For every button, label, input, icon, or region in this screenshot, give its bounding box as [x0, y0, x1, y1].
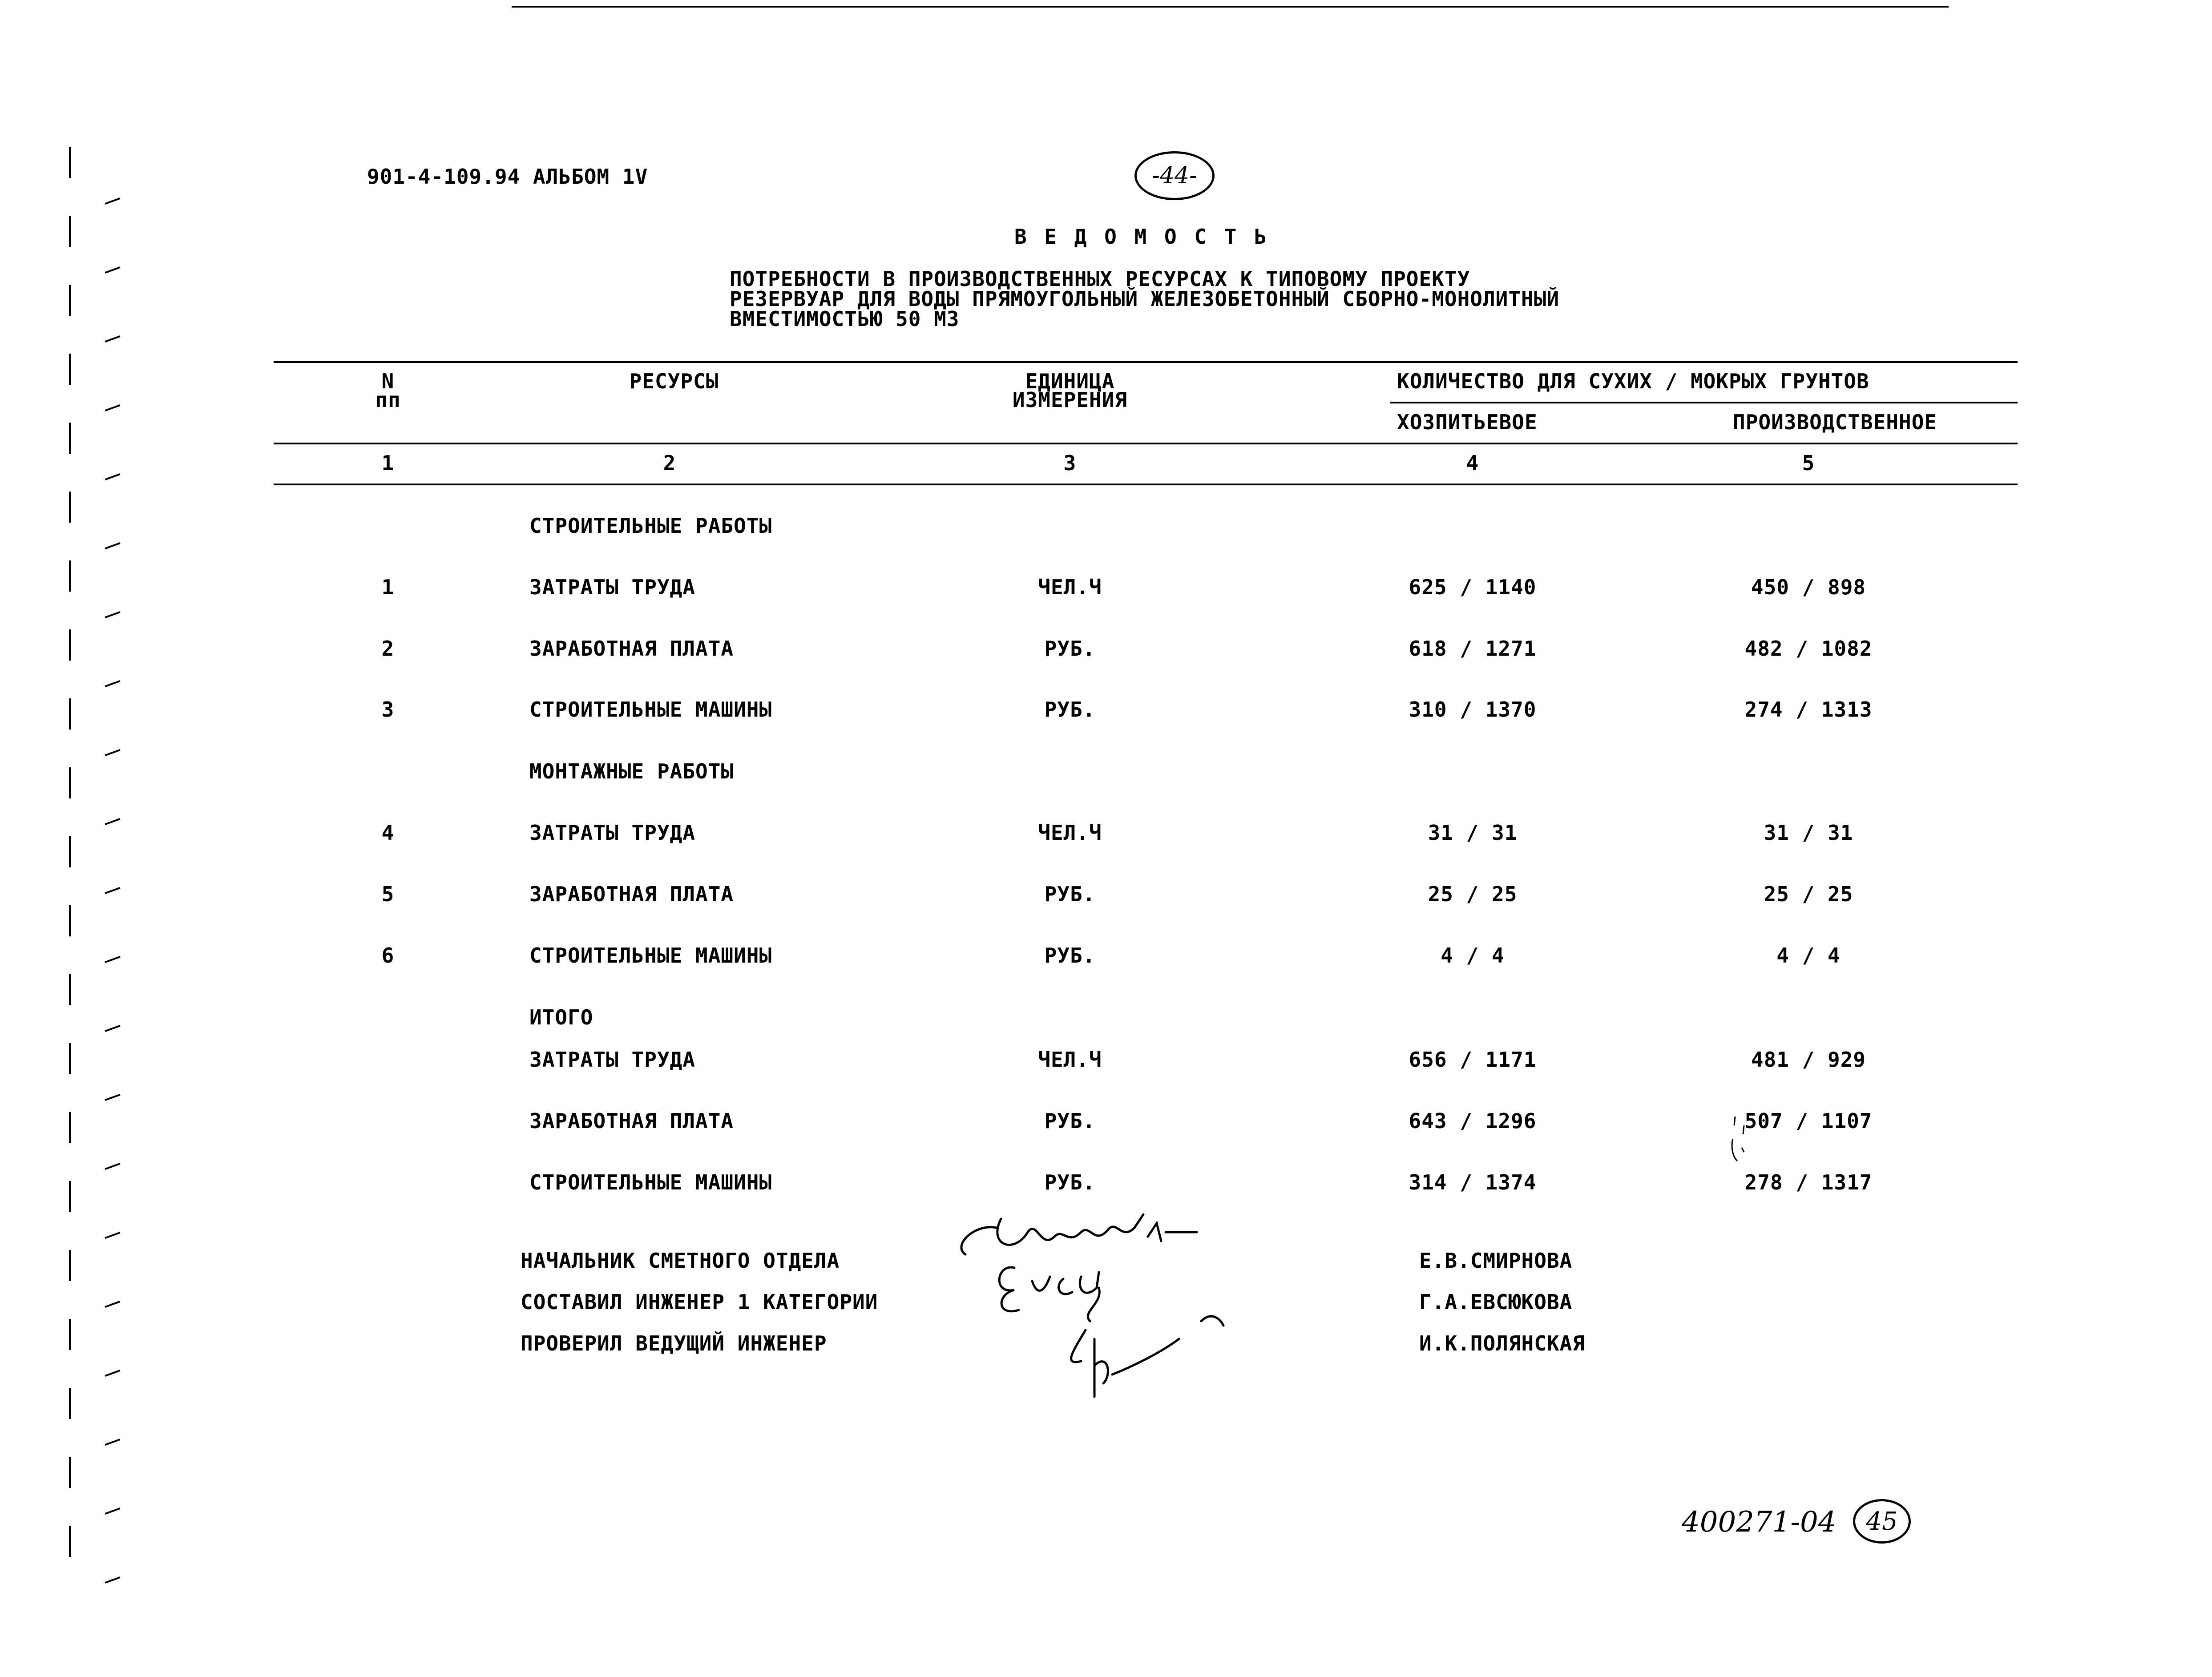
cell-resource: СТРОИТЕЛЬНЫЕ МАШИНЫ	[529, 697, 772, 722]
cell-household: 656 / 1171	[1409, 1048, 1537, 1072]
cell-resource: ЗАРАБОТНАЯ ПЛАТА	[529, 637, 734, 661]
margin-tick	[69, 1457, 71, 1488]
cell-production: 278 / 1317	[1744, 1170, 1873, 1194]
margin-tick	[69, 1526, 71, 1557]
cell-unit: РУБ.	[1044, 637, 1096, 661]
cell-household: 4 / 4	[1441, 943, 1505, 968]
header-resources: РЕСУРСЫ	[629, 369, 719, 393]
margin-arc	[105, 198, 120, 205]
cell-production: 274 / 1313	[1744, 697, 1873, 722]
cell-production: 481 / 929	[1751, 1048, 1866, 1072]
signature-1	[961, 1214, 1197, 1254]
header-num-pp: пп	[375, 388, 401, 412]
page-number-circled	[1134, 151, 1215, 200]
signature-3	[1071, 1316, 1223, 1397]
margin-arc	[105, 1232, 120, 1239]
margin-tick	[69, 905, 71, 936]
margin-arc	[105, 1094, 120, 1101]
cell-num: 1	[381, 575, 395, 599]
section-title: ИТОГО	[529, 1005, 593, 1029]
cell-household: 310 / 1370	[1409, 697, 1537, 722]
cell-household: 643 / 1296	[1409, 1109, 1537, 1133]
cell-unit: РУБ.	[1044, 882, 1096, 906]
margin-tick	[69, 423, 71, 454]
column-numbers-bottom-rule	[274, 484, 2018, 485]
cell-production: 31 / 31	[1764, 821, 1853, 845]
column-number-2: 2	[663, 451, 676, 475]
cell-household: 31 / 31	[1428, 821, 1518, 845]
cell-resource: ЗАРАБОТНАЯ ПЛАТА	[529, 1109, 734, 1133]
cell-unit: РУБ.	[1044, 943, 1096, 968]
signature-role: ПРОВЕРИЛ ВЕДУЩИЙ ИНЖЕНЕР	[521, 1331, 827, 1355]
column-numbers-top-rule	[274, 443, 2018, 444]
cell-num: 4	[381, 821, 395, 845]
margin-tick	[69, 974, 71, 1005]
column-number-4: 4	[1466, 451, 1479, 475]
cell-household: 25 / 25	[1428, 882, 1518, 906]
header-production: ПРОИЗВОДСТВЕННОЕ	[1733, 410, 1938, 434]
handwritten-signatures	[948, 1205, 1250, 1428]
margin-tick	[69, 285, 71, 316]
margin-tick	[69, 1319, 71, 1350]
margin-arc	[105, 1025, 120, 1032]
margin-arc	[105, 335, 120, 343]
header-quantity: КОЛИЧЕСТВО ДЛЯ СУХИХ / МОКРЫХ ГРУНТОВ	[1397, 369, 1869, 393]
margin-arc	[105, 473, 120, 480]
cell-unit: РУБ.	[1044, 1109, 1096, 1133]
inventory-number: 400271-04	[1682, 1506, 1837, 1539]
cell-resource: ЗАРАБОТНАЯ ПЛАТА	[529, 882, 734, 906]
sheet-number-text: 45	[1866, 1507, 1898, 1536]
stray-marks	[1726, 1112, 1753, 1165]
quantity-subheader-rule	[1390, 402, 2018, 403]
margin-arc	[105, 749, 120, 756]
margin-arc	[105, 611, 120, 618]
column-number-1: 1	[381, 451, 395, 475]
margin-arc	[105, 404, 120, 411]
margin-tick	[69, 767, 71, 798]
header-unit-line2: ИЗМЕРЕНИЯ	[1012, 388, 1128, 412]
cell-production: 450 / 898	[1751, 575, 1866, 599]
cell-unit: РУБ.	[1044, 1170, 1096, 1194]
margin-arc	[105, 1576, 120, 1584]
cell-num: 2	[381, 637, 395, 661]
cell-num: 6	[381, 943, 395, 968]
margin-arc	[105, 1370, 120, 1377]
cell-production: 4 / 4	[1776, 943, 1841, 968]
table-top-rule	[274, 361, 2018, 363]
cell-num: 3	[381, 697, 395, 722]
margin-arc	[105, 680, 120, 687]
margin-arc	[105, 542, 120, 549]
margin-tick	[69, 354, 71, 385]
margin-tick	[69, 1250, 71, 1281]
header-household: ХОЗПИТЬЕВОЕ	[1397, 410, 1538, 434]
margin-tick	[69, 629, 71, 661]
margin-arc	[105, 1301, 120, 1308]
margin-tick	[69, 216, 71, 247]
margin-arc	[105, 1163, 120, 1170]
signature-role: СОСТАВИЛ ИНЖЕНЕР 1 КАТЕГОРИИ	[521, 1290, 878, 1314]
cell-resource: ЗАТРАТЫ ТРУДА	[529, 575, 696, 599]
document-code: 901-4-109.94 АЛЬБОМ 1V	[367, 165, 648, 189]
margin-tick	[69, 1112, 71, 1143]
margin-arc	[105, 956, 120, 963]
cell-household: 314 / 1374	[1409, 1170, 1537, 1194]
margin-arc	[105, 1439, 120, 1446]
cell-unit: РУБ.	[1044, 697, 1096, 722]
section-title: СТРОИТЕЛЬНЫЕ РАБОТЫ	[529, 514, 772, 538]
top-edge-line	[512, 6, 1949, 8]
margin-arc	[105, 1508, 120, 1515]
margin-tick	[69, 1181, 71, 1212]
cell-production: 507 / 1107	[1744, 1109, 1873, 1133]
subtitle-line-2: РЕЗЕРВУАР ДЛЯ ВОДЫ ПРЯМОУГОЛЬНЫЙ ЖЕЛЕЗОБЕТОННЫЙ СБОРНО-МОНОЛИТНЫЙ	[730, 287, 1560, 311]
header-unit-line1: ЕДИНИЦА	[1025, 369, 1115, 393]
section-title: МОНТАЖНЫЕ РАБОТЫ	[529, 759, 734, 783]
signature-name: Г.А.ЕВСЮКОВА	[1419, 1290, 1573, 1314]
signature-role: НАЧАЛЬНИК СМЕТНОГО ОТДЕЛА	[521, 1249, 840, 1273]
cell-resource: СТРОИТЕЛЬНЫЕ МАШИНЫ	[529, 1170, 772, 1194]
sheet-number-circled	[1853, 1499, 1911, 1544]
header-num: N	[381, 369, 395, 393]
margin-tick	[69, 836, 71, 867]
cell-production: 25 / 25	[1764, 882, 1853, 906]
cell-unit: ЧЕЛ.Ч	[1038, 575, 1102, 599]
margin-arc	[105, 887, 120, 894]
margin-tick	[69, 698, 71, 730]
column-number-3: 3	[1063, 451, 1077, 475]
margin-tick	[69, 147, 71, 178]
cell-num: 5	[381, 882, 395, 906]
cell-resource: ЗАТРАТЫ ТРУДА	[529, 821, 696, 845]
cell-resource: ЗАТРАТЫ ТРУДА	[529, 1048, 696, 1072]
cell-production: 482 / 1082	[1744, 637, 1873, 661]
margin-arc	[105, 818, 120, 825]
document-title: В Е Д О М О С Т Ь	[1014, 225, 1269, 249]
page-number-text: -44-	[1152, 162, 1197, 189]
cell-unit: ЧЕЛ.Ч	[1038, 821, 1102, 845]
margin-tick	[69, 1388, 71, 1419]
margin-arc	[105, 266, 120, 274]
cell-unit: ЧЕЛ.Ч	[1038, 1048, 1102, 1072]
column-number-5: 5	[1802, 451, 1815, 475]
subtitle-line-3: ВМЕСТИМОСТЬЮ 50 М3	[730, 307, 960, 331]
margin-tick	[69, 560, 71, 592]
signature-name: Е.В.СМИРНОВА	[1419, 1249, 1573, 1273]
cell-household: 618 / 1271	[1409, 637, 1537, 661]
margin-tick	[69, 1043, 71, 1074]
cell-household: 625 / 1140	[1409, 575, 1537, 599]
signature-name: И.К.ПОЛЯНСКАЯ	[1419, 1331, 1586, 1355]
cell-resource: СТРОИТЕЛЬНЫЕ МАШИНЫ	[529, 943, 772, 968]
signature-2	[999, 1267, 1099, 1321]
margin-tick	[69, 492, 71, 523]
subtitle-line-1: ПОТРЕБНОСТИ В ПРОИЗВОДСТВЕННЫХ РЕСУРСАХ К ТИПОВОМУ ПРОЕКТУ	[730, 267, 1470, 291]
